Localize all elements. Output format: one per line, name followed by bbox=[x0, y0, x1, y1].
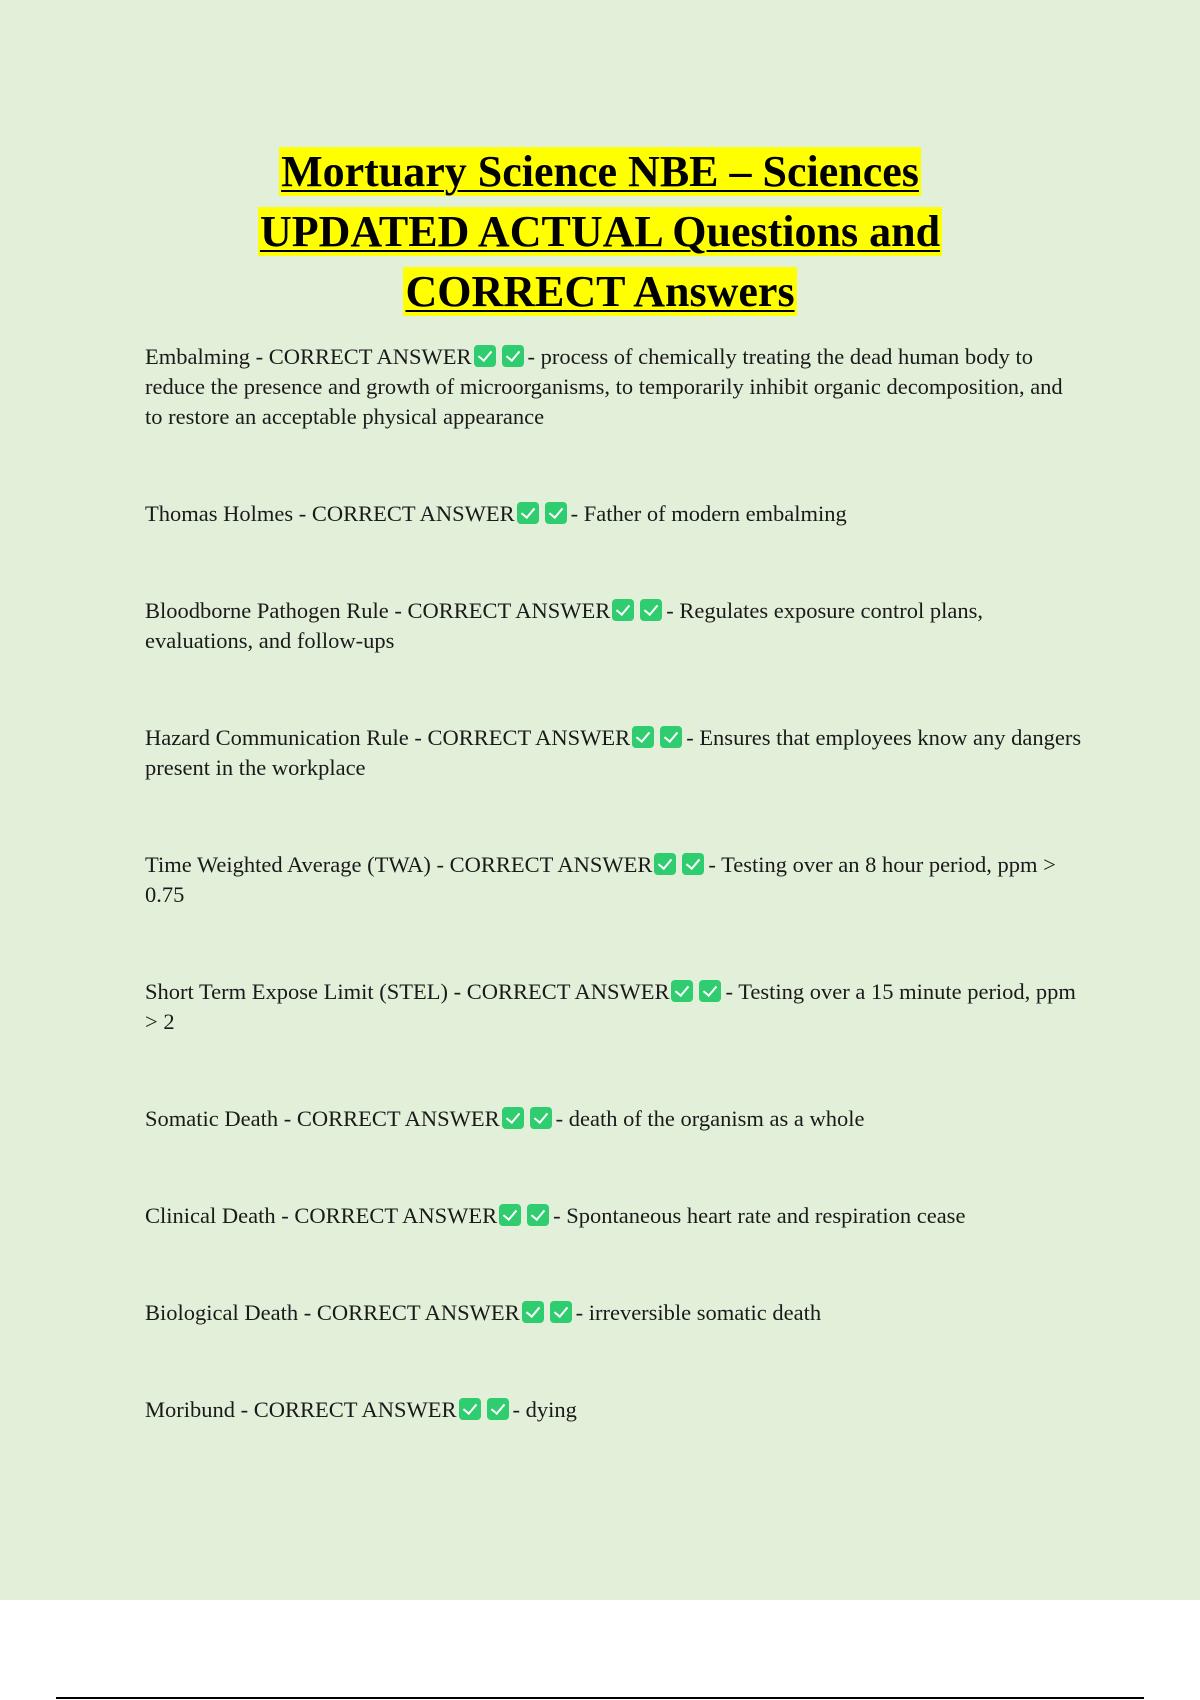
check-mark-icon bbox=[699, 980, 721, 1002]
check-mark-icon bbox=[640, 599, 662, 621]
qa-term: Hazard Communication Rule bbox=[145, 725, 409, 750]
qa-term: Embalming bbox=[145, 344, 250, 369]
qa-marker: CORRECT ANSWER bbox=[427, 725, 631, 750]
title-line: Mortuary Science NBE – Sciences bbox=[281, 147, 919, 196]
check-mark-icon bbox=[660, 726, 682, 748]
qa-definition: process of chemically treating the dead human body to reduce the presence and growth of microorganisms, to temporarily inhibit organic decomposition, and to restore an acceptable physical appearance bbox=[145, 344, 1063, 429]
qa-item: Somatic Death - CORRECT ANSWER - death of the organism as a whole bbox=[145, 1106, 865, 1131]
qa-definition: Testing over a 15 minute period, ppm > 2 bbox=[145, 979, 1076, 1034]
qa-marker: CORRECT ANSWER bbox=[268, 344, 472, 369]
qa-term: Time Weighted Average (TWA) bbox=[145, 852, 431, 877]
check-mark-icon bbox=[499, 1204, 521, 1226]
qa-item: Short Term Expose Limit (STEL) - CORRECT ANSWER - Testing over a 15 minute period, ppm > 2 bbox=[145, 979, 1076, 1034]
check-mark-icon bbox=[632, 726, 654, 748]
qa-item: Hazard Communication Rule - CORRECT ANSWER - Ensures that employees know any dangers present in the workplace bbox=[145, 725, 1082, 780]
qa-term: Moribund bbox=[145, 1397, 235, 1422]
check-mark-icon bbox=[502, 345, 524, 367]
qa-definition: Testing over an 8 hour period, ppm > 0.75 bbox=[145, 852, 1056, 907]
qa-definition: Regulates exposure control plans, evaluations, and follow-ups bbox=[145, 598, 984, 653]
document-title bbox=[0, 142, 1200, 322]
qa-marker: CORRECT ANSWER bbox=[449, 852, 653, 877]
check-mark-icon bbox=[550, 1301, 572, 1323]
qa-term: Somatic Death bbox=[145, 1106, 279, 1131]
check-mark-icon bbox=[654, 853, 676, 875]
qa-definition: Father of modern embalming bbox=[583, 501, 847, 526]
qa-item: Biological Death - CORRECT ANSWER - irreversible somatic death bbox=[145, 1300, 822, 1325]
qa-term: Clinical Death bbox=[145, 1203, 276, 1228]
check-mark-icon bbox=[502, 1107, 524, 1129]
check-mark-icon bbox=[671, 980, 693, 1002]
title-line: CORRECT Answers bbox=[405, 267, 795, 316]
qa-item: Moribund - CORRECT ANSWER - dying bbox=[145, 1397, 577, 1422]
qa-marker: CORRECT ANSWER bbox=[296, 1106, 500, 1131]
title-line: UPDATED ACTUAL Questions and bbox=[259, 207, 941, 256]
qa-term: Thomas Holmes bbox=[145, 501, 294, 526]
qa-term: Biological Death bbox=[145, 1300, 299, 1325]
qa-definition: dying bbox=[525, 1397, 577, 1422]
check-mark-icon bbox=[545, 502, 567, 524]
check-mark-icon bbox=[612, 599, 634, 621]
check-mark-icon bbox=[530, 1107, 552, 1129]
check-mark-icon bbox=[474, 345, 496, 367]
qa-term: Bloodborne Pathogen Rule bbox=[145, 598, 389, 623]
check-mark-icon bbox=[527, 1204, 549, 1226]
check-mark-icon bbox=[487, 1398, 509, 1420]
qa-definition: death of the organism as a whole bbox=[568, 1106, 865, 1131]
check-mark-icon bbox=[522, 1301, 544, 1323]
qa-marker: CORRECT ANSWER bbox=[311, 501, 515, 526]
qa-item: Thomas Holmes - CORRECT ANSWER - Father of modern embalming bbox=[145, 501, 847, 526]
qa-term: Short Term Expose Limit (STEL) bbox=[145, 979, 448, 1004]
qa-marker: CORRECT ANSWER bbox=[253, 1397, 457, 1422]
qa-marker: CORRECT ANSWER bbox=[294, 1203, 498, 1228]
check-mark-icon bbox=[517, 502, 539, 524]
qa-marker: CORRECT ANSWER bbox=[407, 598, 611, 623]
check-mark-icon bbox=[459, 1398, 481, 1420]
qa-item: Time Weighted Average (TWA) - CORRECT ANSWER - Testing over an 8 hour period, ppm > 0.75 bbox=[145, 852, 1056, 907]
footer-rule bbox=[56, 1697, 1144, 1699]
qa-item: Bloodborne Pathogen Rule - CORRECT ANSWER - Regulates exposure control plans, evaluations, and follow-ups bbox=[145, 598, 984, 653]
qa-item: Clinical Death - CORRECT ANSWER - Spontaneous heart rate and respiration cease bbox=[145, 1203, 966, 1228]
qa-marker: CORRECT ANSWER bbox=[316, 1300, 520, 1325]
qa-definition: Spontaneous heart rate and respiration cease bbox=[566, 1203, 966, 1228]
qa-item: Embalming - CORRECT ANSWER - process of chemically treating the dead human body to reduce the presence and growth of microorganisms, to temporarily inhibit organic decomposition, and to restore an acceptable physical appearance bbox=[145, 344, 1063, 429]
qa-definition: Ensures that employees know any dangers present in the workplace bbox=[145, 725, 1082, 780]
qa-definition: irreversible somatic death bbox=[588, 1300, 822, 1325]
qa-marker: CORRECT ANSWER bbox=[466, 979, 670, 1004]
check-mark-icon bbox=[682, 853, 704, 875]
